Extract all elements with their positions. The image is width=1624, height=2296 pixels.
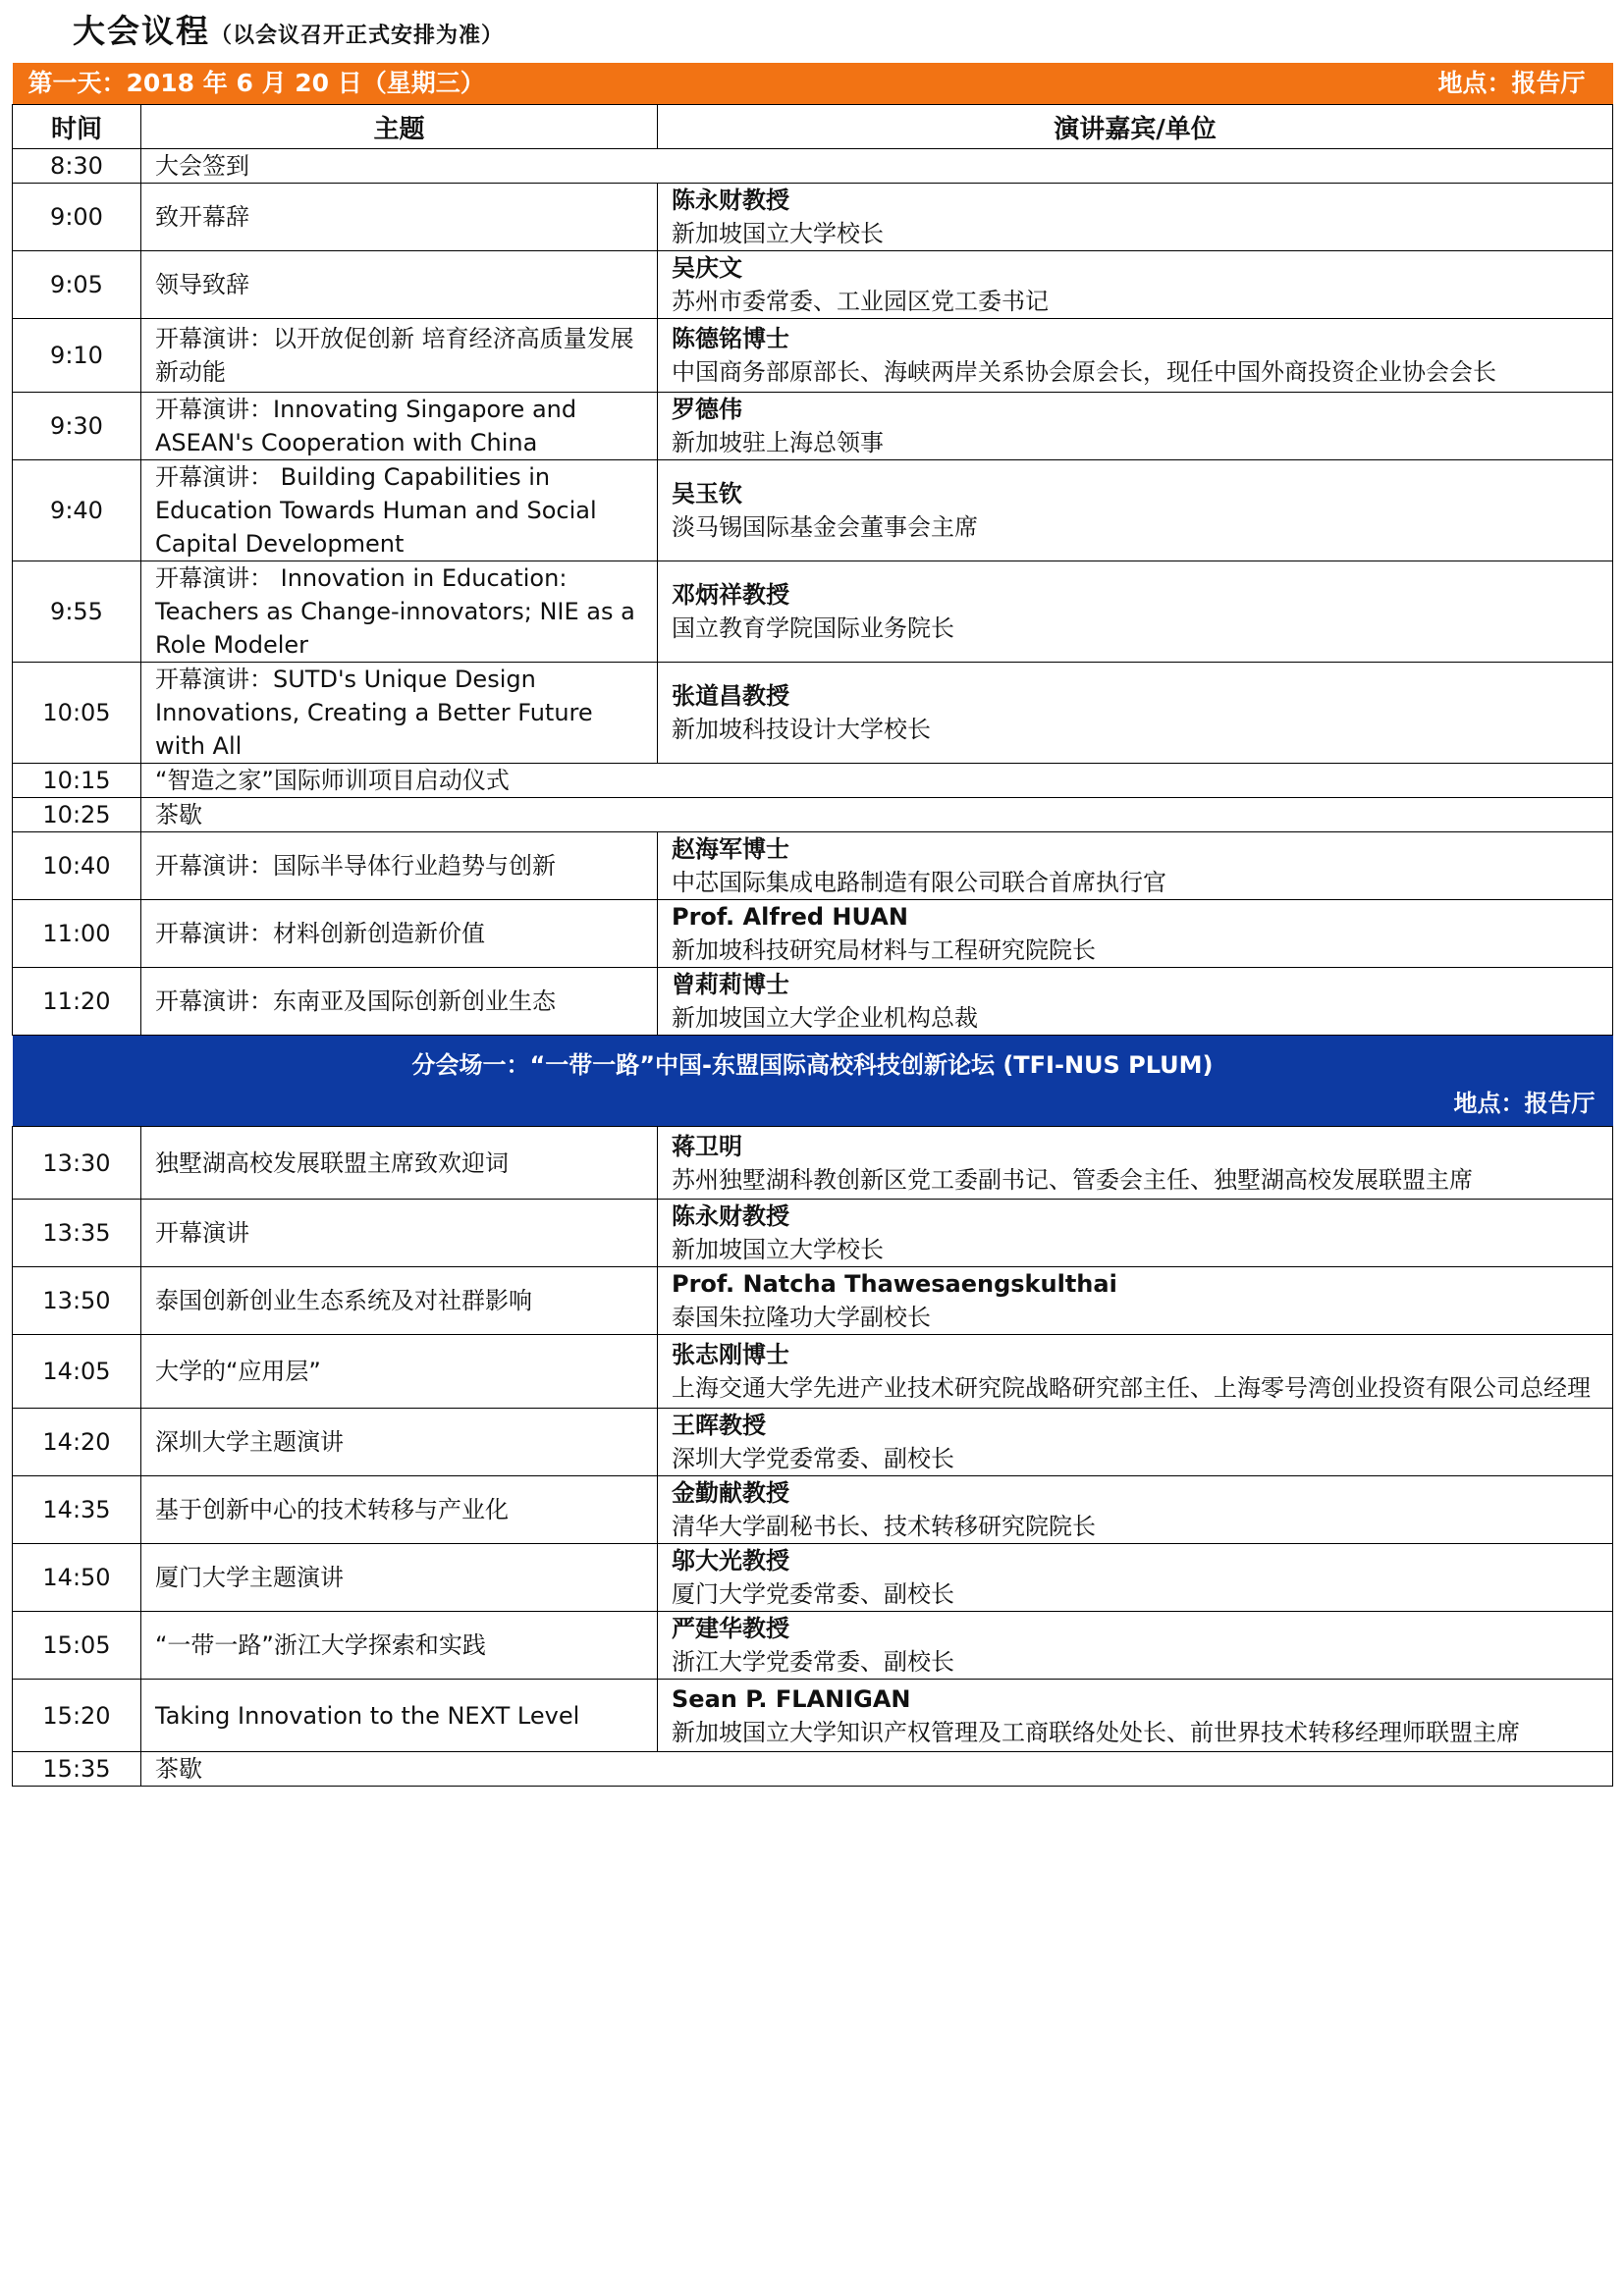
row-speaker bbox=[658, 319, 1613, 393]
speaker-name: Sean P. FLANIGAN bbox=[672, 1684, 911, 1713]
row-speaker bbox=[658, 1409, 1613, 1476]
agenda-row bbox=[13, 1200, 1613, 1267]
row-time: 14:20 bbox=[13, 1409, 141, 1476]
row-topic: 开幕演讲：Innovating Singapore and ASEAN's Cooperation with China bbox=[141, 393, 658, 460]
row-time: 9:40 bbox=[13, 460, 141, 561]
row-speaker bbox=[658, 1127, 1613, 1200]
speaker-affiliation: 上海交通大学先进产业技术研究院战略研究部主任、上海零号湾创业投资有限公司总经理 bbox=[672, 1374, 1591, 1402]
row-topic: 大学的“应用层” bbox=[141, 1335, 658, 1409]
speaker-name: Prof. Natcha Thawesaengskulthai bbox=[672, 1270, 1117, 1298]
speaker-name: Prof. Alfred HUAN bbox=[672, 903, 908, 931]
row-topic: 基于创新中心的技术转移与产业化 bbox=[141, 1476, 658, 1544]
speaker-name: 王晖教授 bbox=[672, 1412, 766, 1439]
row-speaker bbox=[658, 1200, 1613, 1267]
speaker-affiliation: 中芯国际集成电路制造有限公司联合首席执行官 bbox=[672, 869, 1166, 896]
row-topic: 致开幕辞 bbox=[141, 184, 658, 251]
speaker-affiliation: 中国商务部原部长、海峡两岸关系协会原会长，现任中国外商投资企业协会会长 bbox=[672, 358, 1496, 386]
speaker-name: 陈德铭博士 bbox=[672, 325, 789, 352]
row-speaker bbox=[658, 1476, 1613, 1544]
table-header bbox=[13, 105, 1613, 149]
agenda-row bbox=[13, 319, 1613, 393]
row-time: 10:25 bbox=[13, 798, 141, 832]
row-time: 15:35 bbox=[13, 1752, 141, 1787]
header-speaker: 演讲嘉宾/单位 bbox=[658, 105, 1613, 149]
speaker-name: 张志刚博士 bbox=[672, 1341, 789, 1368]
agenda-row bbox=[13, 251, 1613, 319]
row-speaker bbox=[658, 460, 1613, 561]
row-time: 14:35 bbox=[13, 1476, 141, 1544]
speaker-name: 邬大光教授 bbox=[672, 1547, 789, 1575]
agenda-row bbox=[13, 1267, 1613, 1335]
speaker-affiliation: 新加坡驻上海总领事 bbox=[672, 429, 884, 456]
speaker-name: 罗德伟 bbox=[672, 396, 742, 423]
speaker-name: 曾莉莉博士 bbox=[672, 971, 789, 998]
row-time: 8:30 bbox=[13, 149, 141, 184]
row-topic: 开幕演讲：东南亚及国际创新创业生态 bbox=[141, 968, 658, 1036]
speaker-affiliation: 新加坡科技设计大学校长 bbox=[672, 716, 931, 743]
row-topic: “智造之家”国际师训项目启动仪式 bbox=[141, 764, 1613, 798]
row-topic: 开幕演讲：材料创新创造新价值 bbox=[141, 900, 658, 968]
row-time: 10:40 bbox=[13, 832, 141, 900]
session-bar bbox=[13, 1036, 1613, 1127]
title-main: 大会议程 bbox=[73, 12, 210, 50]
agenda-row bbox=[13, 1612, 1613, 1680]
day-label: 第一天：2018 年 6 月 20 日（星期三） bbox=[27, 69, 485, 97]
speaker-affiliation: 泰国朱拉隆功大学副校长 bbox=[672, 1304, 931, 1331]
row-time: 9:55 bbox=[13, 561, 141, 663]
row-time: 9:00 bbox=[13, 184, 141, 251]
agenda-row bbox=[13, 149, 1613, 184]
speaker-name: 金勤献教授 bbox=[672, 1479, 789, 1507]
speaker-affiliation: 苏州市委常委、工业园区党工委书记 bbox=[672, 288, 1049, 315]
speaker-affiliation: 深圳大学党委常委、副校长 bbox=[672, 1445, 954, 1472]
speaker-affiliation: 国立教育学院国际业务院长 bbox=[672, 614, 954, 642]
session-label: 分会场一：“一带一路”中国-东盟国际高校科技创新论坛 (TFI-NUS PLUM) bbox=[411, 1051, 1214, 1079]
header-time: 时间 bbox=[13, 105, 141, 149]
speaker-affiliation: 淡马锡国际基金会董事会主席 bbox=[672, 513, 978, 541]
row-topic: 厦门大学主题演讲 bbox=[141, 1544, 658, 1612]
row-time: 10:15 bbox=[13, 764, 141, 798]
row-speaker bbox=[658, 1612, 1613, 1680]
speaker-affiliation: 新加坡国立大学校长 bbox=[672, 220, 884, 247]
speaker-affiliation: 清华大学副秘书长、技术转移研究院院长 bbox=[672, 1513, 1096, 1540]
row-time: 14:50 bbox=[13, 1544, 141, 1612]
row-topic: 开幕演讲： Innovation in Education: Teachers as Change-innovators; NIE as a Role Modeler bbox=[141, 561, 658, 663]
row-time: 11:20 bbox=[13, 968, 141, 1036]
speaker-name: 吴玉钦 bbox=[672, 480, 742, 507]
agenda-row bbox=[13, 968, 1613, 1036]
speaker-name: 张道昌教授 bbox=[672, 682, 789, 710]
agenda-row bbox=[13, 832, 1613, 900]
speaker-affiliation: 新加坡国立大学知识产权管理及工商联络处处长、前世界技术转移经理师联盟主席 bbox=[672, 1718, 1520, 1746]
agenda-row bbox=[13, 460, 1613, 561]
row-speaker bbox=[658, 900, 1613, 968]
row-topic: 开幕演讲：SUTD's Unique Design Innovations, Creating a Better Future with All bbox=[141, 663, 658, 764]
row-topic: 开幕演讲： Building Capabilities in Education Towards Human and Social Capital Development bbox=[141, 460, 658, 561]
speaker-name: 陈永财教授 bbox=[672, 187, 789, 214]
row-speaker bbox=[658, 1335, 1613, 1409]
row-topic: 独墅湖高校发展联盟主席致欢迎词 bbox=[141, 1127, 658, 1200]
row-speaker bbox=[658, 561, 1613, 663]
row-time: 13:30 bbox=[13, 1127, 141, 1200]
row-time: 14:05 bbox=[13, 1335, 141, 1409]
agenda-row bbox=[13, 393, 1613, 460]
speaker-affiliation: 浙江大学党委常委、副校长 bbox=[672, 1648, 954, 1676]
agenda-row bbox=[13, 1127, 1613, 1200]
row-speaker bbox=[658, 1267, 1613, 1335]
agenda-row bbox=[13, 1752, 1613, 1787]
speaker-affiliation: 苏州独墅湖科教创新区党工委副书记、管委会主任、独墅湖高校发展联盟主席 bbox=[672, 1165, 1473, 1194]
agenda-row bbox=[13, 1544, 1613, 1612]
row-speaker bbox=[658, 968, 1613, 1036]
agenda-table bbox=[12, 63, 1613, 1787]
row-time: 15:20 bbox=[13, 1680, 141, 1752]
title-note: （以会议召开正式安排为准） bbox=[210, 24, 505, 48]
day-venue: 地点：报告厅 bbox=[1437, 69, 1586, 97]
agenda-row bbox=[13, 900, 1613, 968]
row-topic: 领导致辞 bbox=[141, 251, 658, 319]
row-time: 11:00 bbox=[13, 900, 141, 968]
speaker-name: 陈永财教授 bbox=[672, 1202, 789, 1230]
speaker-affiliation: 厦门大学党委常委、副校长 bbox=[672, 1580, 954, 1608]
row-topic: Taking Innovation to the NEXT Level bbox=[141, 1680, 658, 1752]
speaker-affiliation: 新加坡国立大学校长 bbox=[672, 1236, 884, 1263]
row-speaker bbox=[658, 832, 1613, 900]
speaker-affiliation: 新加坡科技研究局材料与工程研究院院长 bbox=[672, 936, 1096, 964]
speaker-name: 吴庆文 bbox=[672, 254, 742, 282]
row-time: 15:05 bbox=[13, 1612, 141, 1680]
row-time: 13:50 bbox=[13, 1267, 141, 1335]
agenda-row bbox=[13, 1476, 1613, 1544]
row-topic: 茶歇 bbox=[141, 1752, 1613, 1787]
speaker-name: 严建华教授 bbox=[672, 1615, 789, 1642]
speaker-affiliation: 新加坡国立大学企业机构总裁 bbox=[672, 1004, 978, 1032]
row-speaker bbox=[658, 1544, 1613, 1612]
agenda-row bbox=[13, 1680, 1613, 1752]
session-venue: 地点：报告厅 bbox=[1453, 1090, 1596, 1117]
row-topic: 深圳大学主题演讲 bbox=[141, 1409, 658, 1476]
row-time: 9:30 bbox=[13, 393, 141, 460]
header-topic: 主题 bbox=[141, 105, 658, 149]
agenda-row bbox=[13, 1409, 1613, 1476]
row-speaker bbox=[658, 1680, 1613, 1752]
row-topic: 大会签到 bbox=[141, 149, 1613, 184]
day-bar bbox=[13, 63, 1613, 105]
agenda-row bbox=[13, 561, 1613, 663]
page-title bbox=[73, 6, 504, 57]
row-topic: “一带一路”浙江大学探索和实践 bbox=[141, 1612, 658, 1680]
row-time: 13:35 bbox=[13, 1200, 141, 1267]
agenda-row bbox=[13, 798, 1613, 832]
row-speaker bbox=[658, 251, 1613, 319]
row-speaker bbox=[658, 663, 1613, 764]
row-topic: 茶歇 bbox=[141, 798, 1613, 832]
speaker-name: 邓炳祥教授 bbox=[672, 581, 789, 609]
speaker-name: 赵海军博士 bbox=[672, 835, 789, 863]
agenda-row bbox=[13, 764, 1613, 798]
row-topic: 泰国创新创业生态系统及对社群影响 bbox=[141, 1267, 658, 1335]
row-speaker bbox=[658, 184, 1613, 251]
row-time: 10:05 bbox=[13, 663, 141, 764]
row-time: 9:10 bbox=[13, 319, 141, 393]
row-topic: 开幕演讲：国际半导体行业趋势与创新 bbox=[141, 832, 658, 900]
speaker-name: 蒋卫明 bbox=[672, 1132, 742, 1160]
agenda-row bbox=[13, 184, 1613, 251]
agenda-row bbox=[13, 1335, 1613, 1409]
row-speaker bbox=[658, 393, 1613, 460]
agenda-row bbox=[13, 663, 1613, 764]
row-topic: 开幕演讲 bbox=[141, 1200, 658, 1267]
row-topic: 开幕演讲：以开放促创新 培育经济高质量发展新动能 bbox=[141, 319, 658, 393]
row-time: 9:05 bbox=[13, 251, 141, 319]
